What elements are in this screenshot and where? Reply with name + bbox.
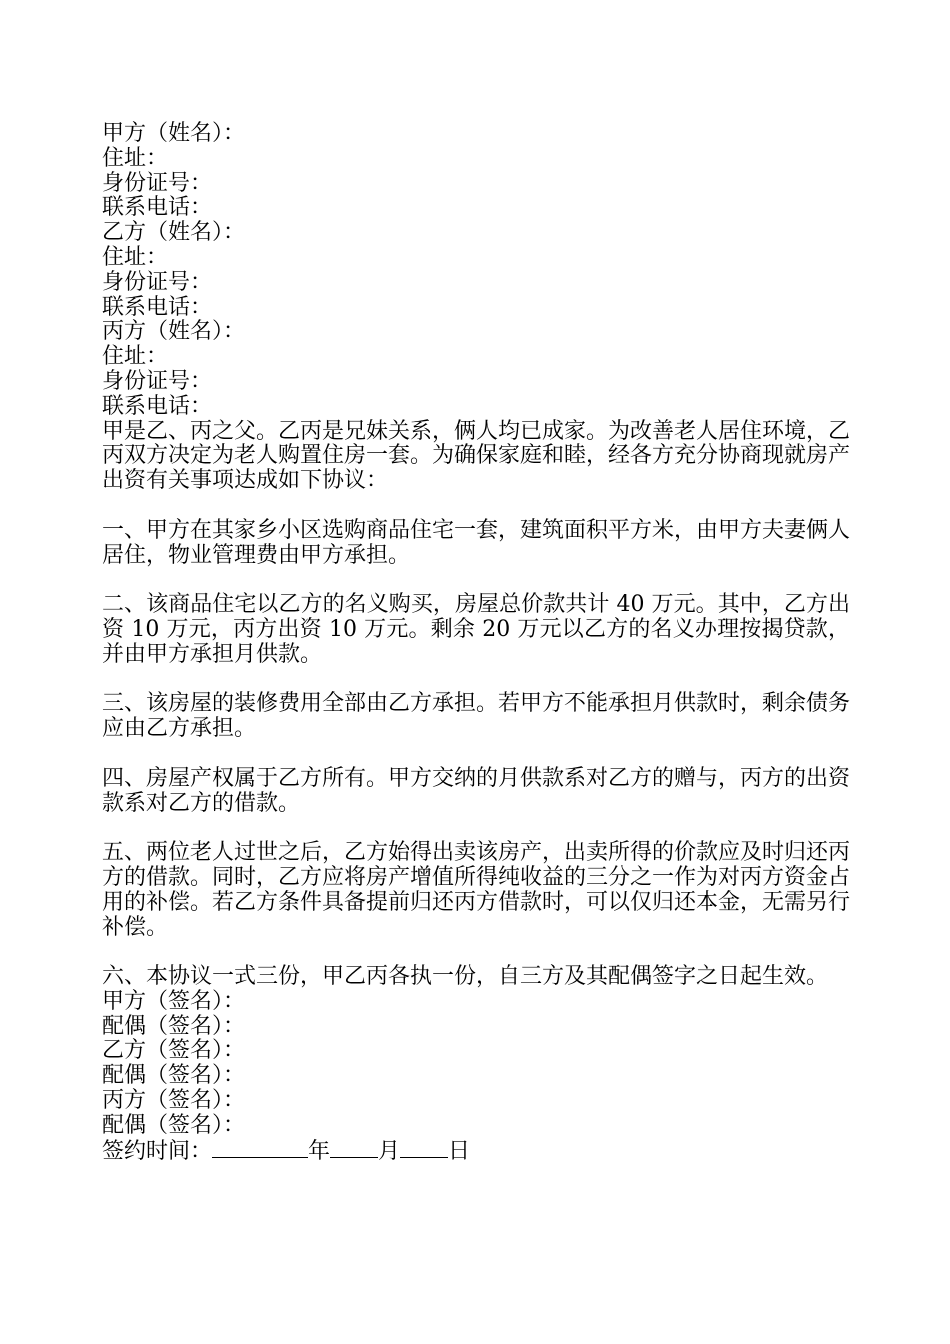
sign-date-label: 签约时间：	[102, 1138, 213, 1164]
sign-date-line	[102, 1139, 850, 1164]
party-c-name-label: 丙方（姓名）：	[102, 319, 246, 345]
paragraph-spacer	[102, 940, 850, 965]
party-a-phone-label: 联系电话：	[102, 195, 213, 221]
party-b-phone-label: 联系电话：	[102, 294, 213, 320]
paragraph-spacer	[102, 816, 850, 841]
party-a-block	[102, 122, 850, 221]
signature-line-party-b: 乙方（签名）：	[102, 1038, 246, 1064]
party-a-name-label: 甲方（姓名）：	[102, 121, 246, 146]
preamble-paragraph: 甲是乙、丙之父。乙丙是兄妹关系，俩人均已成家。为改善老人居住环境，乙丙双方决定为老人购置住房一套。为确保家庭和睦，经各方充分协商现就房产出资有关事项达成如下协议：	[102, 418, 851, 494]
clause-1: 一、甲方在其家乡小区选购商品住宅一套，建筑面积平方米，由甲方夫妻俩人居住，物业管理费由甲方承担。	[102, 517, 851, 568]
day-label: 日	[448, 1138, 471, 1164]
signature-block	[102, 990, 850, 1164]
party-c-block	[102, 320, 850, 419]
paragraph-spacer	[102, 568, 850, 593]
signature-line-party-a: 甲方（签名）：	[102, 988, 246, 1014]
month-blank	[330, 1139, 378, 1158]
day-blank	[400, 1139, 448, 1158]
paragraph-spacer	[102, 742, 850, 767]
contract-document	[102, 122, 850, 1163]
party-c-phone-label: 联系电话：	[102, 393, 213, 419]
signature-line-spouse-a: 配偶（签名）：	[102, 1013, 246, 1039]
clause-5: 五、两位老人过世之后，乙方始得出卖该房产，出卖所得的价款应及时归还丙方的借款。同时，乙方应将房产增值所得纯收益的三分之一作为对丙方资金占用的补偿。若乙方条件具备提前归还丙方借款时，可以仅归还本金，无需另行补偿。	[102, 840, 851, 940]
party-a-id-label: 身份证号：	[102, 170, 213, 196]
party-b-id-label: 身份证号：	[102, 269, 213, 295]
signature-line-spouse-b: 配偶（签名）：	[102, 1063, 246, 1089]
year-blank	[212, 1139, 308, 1158]
party-c-id-label: 身份证号：	[102, 368, 213, 394]
paragraph-spacer	[102, 494, 850, 519]
party-b-name-label: 乙方（姓名）：	[102, 220, 246, 246]
party-b-address-label: 住址：	[102, 244, 169, 270]
clause-4: 四、房屋产权属于乙方所有。甲方交纳的月供款系对乙方的赠与，丙方的出资款系对乙方的借款。	[102, 765, 851, 816]
party-c-address-label: 住址：	[102, 344, 169, 370]
signature-line-party-c: 丙方（签名）：	[102, 1088, 246, 1114]
paragraph-spacer	[102, 668, 850, 693]
year-label: 年	[308, 1138, 331, 1164]
clause-2: 二、该商品住宅以乙方的名义购买，房屋总价款共计 40 万元。其中，乙方出资 10 万元，丙方出资 10 万元。剩余 20 万元以乙方的名义办理按揭贷款，并由甲方承担月供款。	[102, 592, 850, 667]
month-label: 月	[378, 1138, 401, 1164]
clause-6: 六、本协议一式三份，甲乙丙各执一份，自三方及其配偶签字之日起生效。	[102, 964, 829, 990]
party-a-address-label: 住址：	[102, 145, 169, 171]
clause-3: 三、该房屋的装修费用全部由乙方承担。若甲方不能承担月供款时，剩余债务应由乙方承担。	[102, 691, 851, 742]
party-b-block	[102, 221, 850, 320]
signature-line-spouse-c: 配偶（签名）：	[102, 1112, 246, 1138]
